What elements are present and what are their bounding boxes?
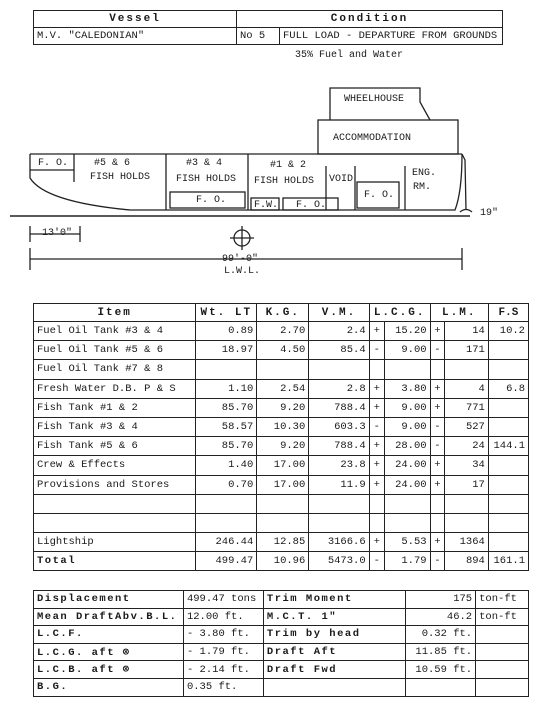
table-row [34, 437, 529, 456]
summary-value: 0.32 ft. [406, 626, 476, 644]
lcg-cell: 15.20 [384, 322, 430, 341]
vm-cell: 2.8 [309, 379, 369, 398]
lm-cell: 14 [445, 322, 489, 341]
lcg-sign-cell: - [369, 341, 384, 360]
lcg-cell: 9.00 [384, 398, 430, 417]
lcg-cell [384, 494, 430, 513]
fs-cell: 161.1 [488, 552, 528, 571]
condition-number: No 5 [237, 28, 280, 45]
lcg-cell: 28.00 [384, 437, 430, 456]
summary-value: 12.00 ft. [183, 608, 263, 626]
lcg-cell [384, 360, 430, 379]
lm-cell: 17 [445, 475, 489, 494]
lm-sign-cell: + [430, 322, 445, 341]
table-row [34, 533, 529, 552]
lm-cell [445, 360, 489, 379]
summary-label: L.C.B. aft ⊗ [34, 661, 184, 679]
lm-sign-cell: - [430, 341, 445, 360]
rm-label: RM. [413, 182, 432, 193]
holds-56-sub-label: FISH HOLDS [90, 172, 151, 183]
fs-cell: 6.8 [488, 379, 528, 398]
fs-cell [488, 417, 528, 436]
weight-cell: 85.70 [196, 437, 257, 456]
summary-row [34, 591, 529, 609]
length-label: 99'-0" [222, 254, 259, 265]
kg-cell: 2.70 [257, 322, 309, 341]
item-cell [34, 494, 196, 513]
lm-sign-cell: + [430, 379, 445, 398]
summary-row [34, 661, 529, 679]
table-row [34, 417, 529, 436]
lm-cell: 527 [445, 417, 489, 436]
kg-cell [257, 360, 309, 379]
lcg-sign-cell: - [369, 417, 384, 436]
fs-cell [488, 456, 528, 475]
summary-value: - 2.14 ft. [183, 661, 263, 679]
summary-table [33, 590, 529, 697]
lcg-sign-cell: + [369, 398, 384, 417]
accommodation-label: ACCOMMODATION [333, 133, 412, 144]
fuel-water-note: 35% Fuel and Water [295, 50, 404, 61]
summary-unit: ton-ft [476, 608, 529, 626]
lcg-sign-cell [369, 360, 384, 379]
lcg-cell: 1.79 [384, 552, 430, 571]
fo-mid-label: F. O. [196, 195, 227, 206]
summary-label: B.G. [34, 678, 184, 696]
vm-cell: 5473.0 [309, 552, 369, 571]
item-cell: Fuel Oil Tank #7 & 8 [34, 360, 196, 379]
lcg-sign-cell: + [369, 456, 384, 475]
table-row [34, 552, 529, 571]
lm-sign-cell [430, 494, 445, 513]
weight-cell: 0.89 [196, 322, 257, 341]
summary-label: Trim by head [263, 626, 405, 644]
lcg-sign-cell: - [369, 552, 384, 571]
fo-eng-label: F. O. [364, 190, 395, 201]
summary-value: 11.85 ft. [406, 643, 476, 661]
kg-cell [257, 513, 309, 532]
fo-aft-label: F. O. [38, 158, 69, 169]
col-vm: V.M. [309, 304, 369, 322]
summary-value: 175 [406, 591, 476, 609]
summary-value [406, 678, 476, 696]
lcg-sign-cell: + [369, 437, 384, 456]
weight-cell: 1.40 [196, 456, 257, 475]
lcg-cell: 24.00 [384, 456, 430, 475]
fs-cell [488, 475, 528, 494]
fs-cell [488, 341, 528, 360]
summary-row [34, 643, 529, 661]
vm-cell: 2.4 [309, 322, 369, 341]
weight-cell: 1.10 [196, 379, 257, 398]
lcg-cell: 3.80 [384, 379, 430, 398]
holds-34-label: #3 & 4 [186, 158, 223, 169]
lm-cell: 4 [445, 379, 489, 398]
summary-value: 10.59 ft. [406, 661, 476, 679]
wheelhouse-label: WHEELHOUSE [344, 94, 405, 105]
summary-row [34, 608, 529, 626]
lm-sign-cell: - [430, 552, 445, 571]
kg-cell: 12.85 [257, 533, 309, 552]
lcg-sign-cell [369, 513, 384, 532]
table-row [34, 456, 529, 475]
weight-cell [196, 360, 257, 379]
item-cell: Fish Tank #1 & 2 [34, 398, 196, 417]
fs-cell [488, 533, 528, 552]
weight-table [33, 303, 529, 571]
summary-value: 46.2 [406, 608, 476, 626]
kg-cell: 10.96 [257, 552, 309, 571]
fs-cell [488, 494, 528, 513]
dim-left-label: 13'0" [42, 228, 73, 239]
lwl-label: L.W.L. [224, 266, 261, 277]
fw-label: F.W. [254, 200, 279, 211]
lm-cell: 771 [445, 398, 489, 417]
vessel-label: Vessel [34, 11, 237, 28]
summary-label: Mean DraftAbv.B.L. [34, 608, 184, 626]
summary-label [263, 678, 405, 696]
fs-cell [488, 513, 528, 532]
item-cell: Fresh Water D.B. P & S [34, 379, 196, 398]
summary-value: 499.47 tons [183, 591, 263, 609]
weight-cell: 85.70 [196, 398, 257, 417]
lcg-cell: 9.00 [384, 341, 430, 360]
lm-cell [445, 513, 489, 532]
vm-cell: 23.8 [309, 456, 369, 475]
item-cell: Fuel Oil Tank #5 & 6 [34, 341, 196, 360]
weight-cell: 58.57 [196, 417, 257, 436]
lm-sign-cell [430, 513, 445, 532]
kg-cell: 9.20 [257, 398, 309, 417]
lm-sign-cell: + [430, 475, 445, 494]
lm-sign-cell [430, 360, 445, 379]
weight-cell: 18.97 [196, 341, 257, 360]
fs-cell: 10.2 [488, 322, 528, 341]
item-cell: Fish Tank #3 & 4 [34, 417, 196, 436]
summary-value: - 1.79 ft. [183, 643, 263, 661]
summary-value: - 3.80 ft. [183, 626, 263, 644]
lm-sign-cell: + [430, 456, 445, 475]
item-cell: Fuel Oil Tank #3 & 4 [34, 322, 196, 341]
holds-12-sub-label: FISH HOLDS [254, 176, 315, 187]
vm-cell: 603.3 [309, 417, 369, 436]
col-lm: L.M. [430, 304, 488, 322]
holds-56-label: #5 & 6 [94, 158, 131, 169]
condition-description: FULL LOAD - DEPARTURE FROM GROUNDS [280, 28, 503, 45]
item-cell: Crew & Effects [34, 456, 196, 475]
vessel-name: M.V. "CALEDONIAN" [34, 28, 237, 45]
summary-unit [476, 643, 529, 661]
vm-cell: 788.4 [309, 398, 369, 417]
summary-label: M.C.T. 1" [263, 608, 405, 626]
dim-right-label: 19" [480, 208, 499, 219]
vm-cell: 788.4 [309, 437, 369, 456]
lm-sign-cell: - [430, 437, 445, 456]
kg-cell: 4.50 [257, 341, 309, 360]
lcg-sign-cell [369, 494, 384, 513]
vm-cell [309, 513, 369, 532]
weight-cell: 499.47 [196, 552, 257, 571]
table-row [34, 322, 529, 341]
summary-label: Trim Moment [263, 591, 405, 609]
eng-label: ENG. [412, 168, 437, 179]
summary-unit [476, 678, 529, 696]
vm-cell [309, 494, 369, 513]
kg-cell [257, 494, 309, 513]
lm-sign-cell: - [430, 417, 445, 436]
kg-cell: 17.00 [257, 475, 309, 494]
col-fs: F.S [488, 304, 528, 322]
summary-label: L.C.F. [34, 626, 184, 644]
table-row [34, 494, 529, 513]
lcg-cell [384, 513, 430, 532]
lm-cell: 24 [445, 437, 489, 456]
weight-cell [196, 513, 257, 532]
lcg-cell: 24.00 [384, 475, 430, 494]
holds-34-sub-label: FISH HOLDS [176, 174, 237, 185]
summary-unit [476, 626, 529, 644]
summary-row [34, 626, 529, 644]
table-row [34, 513, 529, 532]
holds-12-label: #1 & 2 [270, 160, 307, 171]
fs-cell [488, 398, 528, 417]
summary-label: Displacement [34, 591, 184, 609]
item-cell: Fish Tank #5 & 6 [34, 437, 196, 456]
lcg-sign-cell: + [369, 533, 384, 552]
kg-cell: 2.54 [257, 379, 309, 398]
summary-value: 0.35 ft. [183, 678, 263, 696]
vm-cell: 11.9 [309, 475, 369, 494]
summary-label: Draft Aft [263, 643, 405, 661]
table-row [34, 360, 529, 379]
lm-cell: 34 [445, 456, 489, 475]
weight-cell: 246.44 [196, 533, 257, 552]
kg-cell: 9.20 [257, 437, 309, 456]
fs-cell [488, 360, 528, 379]
col-item: Item [34, 304, 196, 322]
col-lcg: L.C.G. [369, 304, 430, 322]
lm-sign-cell: + [430, 533, 445, 552]
weight-cell [196, 494, 257, 513]
lm-cell: 1364 [445, 533, 489, 552]
lm-cell [445, 494, 489, 513]
vm-cell: 85.4 [309, 341, 369, 360]
vm-cell: 3166.6 [309, 533, 369, 552]
item-cell: Lightship [34, 533, 196, 552]
lm-cell: 894 [445, 552, 489, 571]
table-row [34, 379, 529, 398]
col-weight: Wt. LT [196, 304, 257, 322]
table-row [34, 341, 529, 360]
lcg-sign-cell: + [369, 379, 384, 398]
lcg-cell: 5.53 [384, 533, 430, 552]
fs-cell: 144.1 [488, 437, 528, 456]
item-cell [34, 513, 196, 532]
table-row [34, 475, 529, 494]
weight-cell: 0.70 [196, 475, 257, 494]
kg-cell: 10.30 [257, 417, 309, 436]
lcg-sign-cell: + [369, 322, 384, 341]
fo-fwd-label: F. O. [296, 200, 327, 211]
summary-unit [476, 661, 529, 679]
kg-cell: 17.00 [257, 456, 309, 475]
vm-cell [309, 360, 369, 379]
lcg-sign-cell: + [369, 475, 384, 494]
item-cell: Provisions and Stores [34, 475, 196, 494]
table-row [34, 398, 529, 417]
lm-cell: 171 [445, 341, 489, 360]
header-table [33, 10, 503, 45]
lm-sign-cell: + [430, 398, 445, 417]
col-kg: K.G. [257, 304, 309, 322]
lcg-cell: 9.00 [384, 417, 430, 436]
item-cell: Total [34, 552, 196, 571]
vessel-profile-drawing [0, 62, 549, 282]
summary-label: L.C.G. aft ⊗ [34, 643, 184, 661]
summary-unit: ton-ft [476, 591, 529, 609]
summary-label: Draft Fwd [263, 661, 405, 679]
summary-row [34, 678, 529, 696]
void-label: VOID [329, 174, 354, 185]
condition-label: Condition [237, 11, 503, 28]
